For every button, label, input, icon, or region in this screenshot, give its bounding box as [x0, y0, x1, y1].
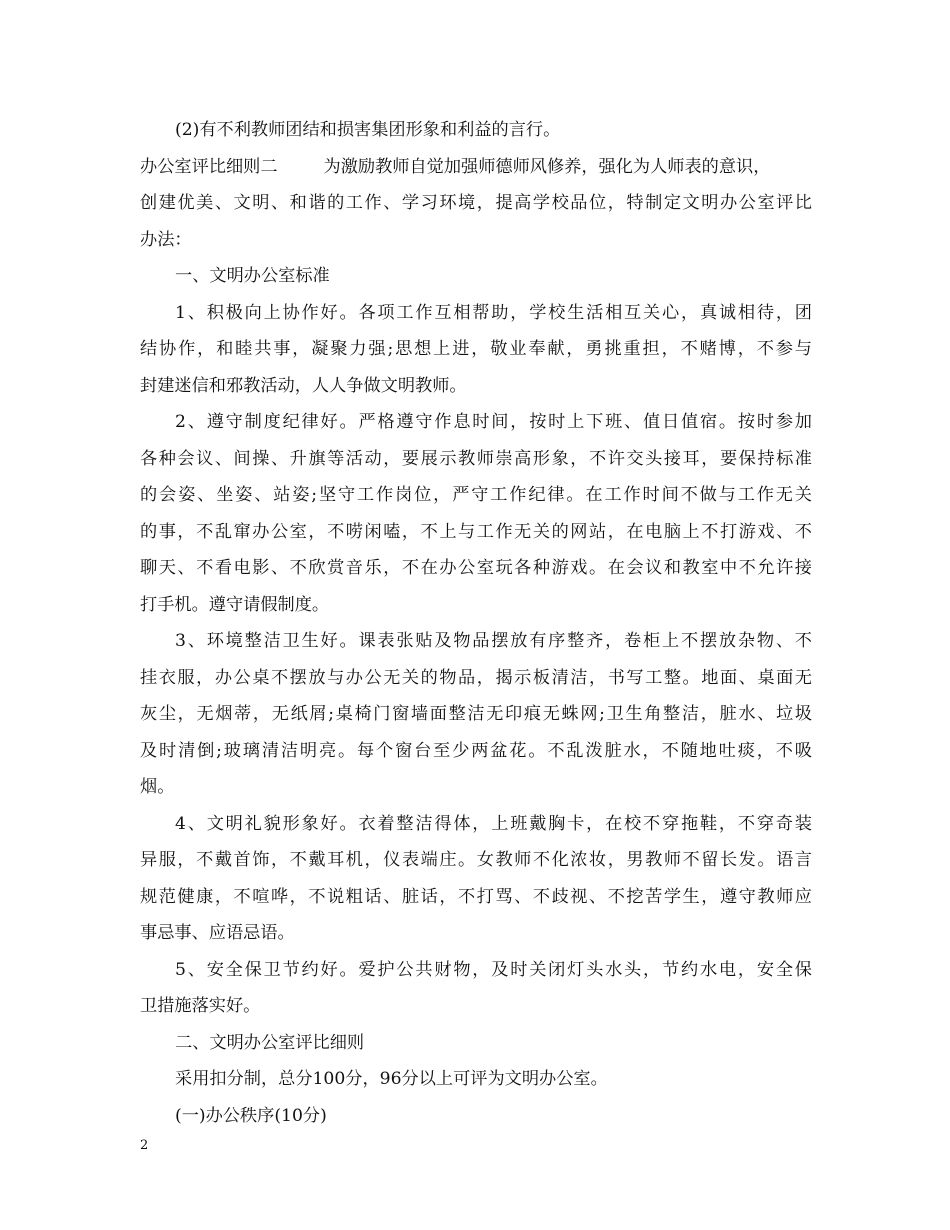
text-line: 挂衣服，办公桌不摆放与办公无关的物品，揭示板清洁，书写工整。地面、桌面无	[140, 667, 812, 688]
text-line: 烟。	[140, 777, 175, 797]
page-number: 2	[140, 1138, 149, 1153]
text-line: 卫措施落实好。	[140, 996, 261, 1016]
text-line: 创建优美、文明、和谐的工作、学习环境，提高学校品位，特制定文明办公室评比	[140, 193, 812, 213]
section-heading: 办公室评比细则二	[140, 156, 278, 177]
text-line: 各种会议、间操、升旗等活动，要展示教师崇高形象，不许交头接耳，要保持标准	[140, 448, 812, 469]
text-line: 的会姿、坐姿、站姿;坚守工作岗位，严守工作纪律。在工作时间不做与工作无关	[140, 485, 812, 505]
text-line: 结协作，和睦共事，凝聚力强;思想上进，敬业奉献，勇挑重担，不赌博，不参与	[140, 339, 812, 359]
text-line: 一、文明办公室标准	[175, 266, 330, 286]
text-line: 规范健康，不喧哗，不说粗话、脏话，不打骂、不歧视、不挖苦学生，遵守教师应	[140, 886, 812, 907]
text-line	[140, 149, 812, 186]
text-line: 事忌事、应语忌语。	[140, 923, 295, 943]
text-line: 灰尘，无烟蒂，无纸屑;桌椅门窗墙面整洁无印痕无蛛网;卫生角整洁，脏水、垃圾	[140, 704, 812, 724]
text-line: 5、安全保卫节约好。爱护公共财物，及时关闭灯头水头，节约水电，安全保	[175, 959, 812, 980]
text-line: (2)有不利教师团结和损害集团形象和利益的言行。	[175, 120, 561, 140]
text-line: 1、积极向上协作好。各项工作互相帮助，学校生活相互关心，真诚相待，团	[175, 302, 812, 323]
text-line: 4、文明礼貌形象好。衣着整洁得体，上班戴胸卡，在校不穿拖鞋，不穿奇装	[175, 813, 812, 834]
text-line: 异服，不戴首饰，不戴耳机，仪表端庄。女教师不化浓妆，男教师不留长发。语言	[140, 850, 812, 870]
text-line: 及时清倒;玻璃清洁明亮。每个窗台至少两盆花。不乱泼脏水，不随地吐痰，不吸	[140, 740, 812, 761]
text-line: 采用扣分制，总分100分，96分以上可评为文明办公室。	[175, 1069, 608, 1089]
text-line: 打手机。遵守请假制度。	[140, 594, 330, 615]
heading-intro-text: 为激励教师自觉加强师德师风修养，强化为人师表的意识，	[323, 156, 771, 177]
text-line: 二、文明办公室评比细则	[175, 1032, 365, 1053]
text-line: 聊天、不看电影、不欣赏音乐，不在办公室玩各种游戏。在会议和教室中不允许接	[140, 558, 812, 578]
document-body	[140, 112, 812, 1134]
text-line: (一)办公秩序(10分)	[175, 1105, 327, 1126]
text-line: 3、环境整洁卫生好。课表张贴及物品摆放有序整齐，卷柜上不摆放杂物、不	[175, 631, 812, 651]
text-line: 办法：	[140, 229, 192, 250]
text-line: 的事，不乱窜办公室，不唠闲嗑，不上与工作无关的网站，在电脑上不打游戏、不	[140, 521, 812, 542]
text-line: 2、遵守制度纪律好。严格遵守作息时间，按时上下班、值日值宿。按时参加	[175, 412, 812, 432]
text-line: 封建迷信和邪教活动，人人争做文明教师。	[140, 375, 467, 396]
